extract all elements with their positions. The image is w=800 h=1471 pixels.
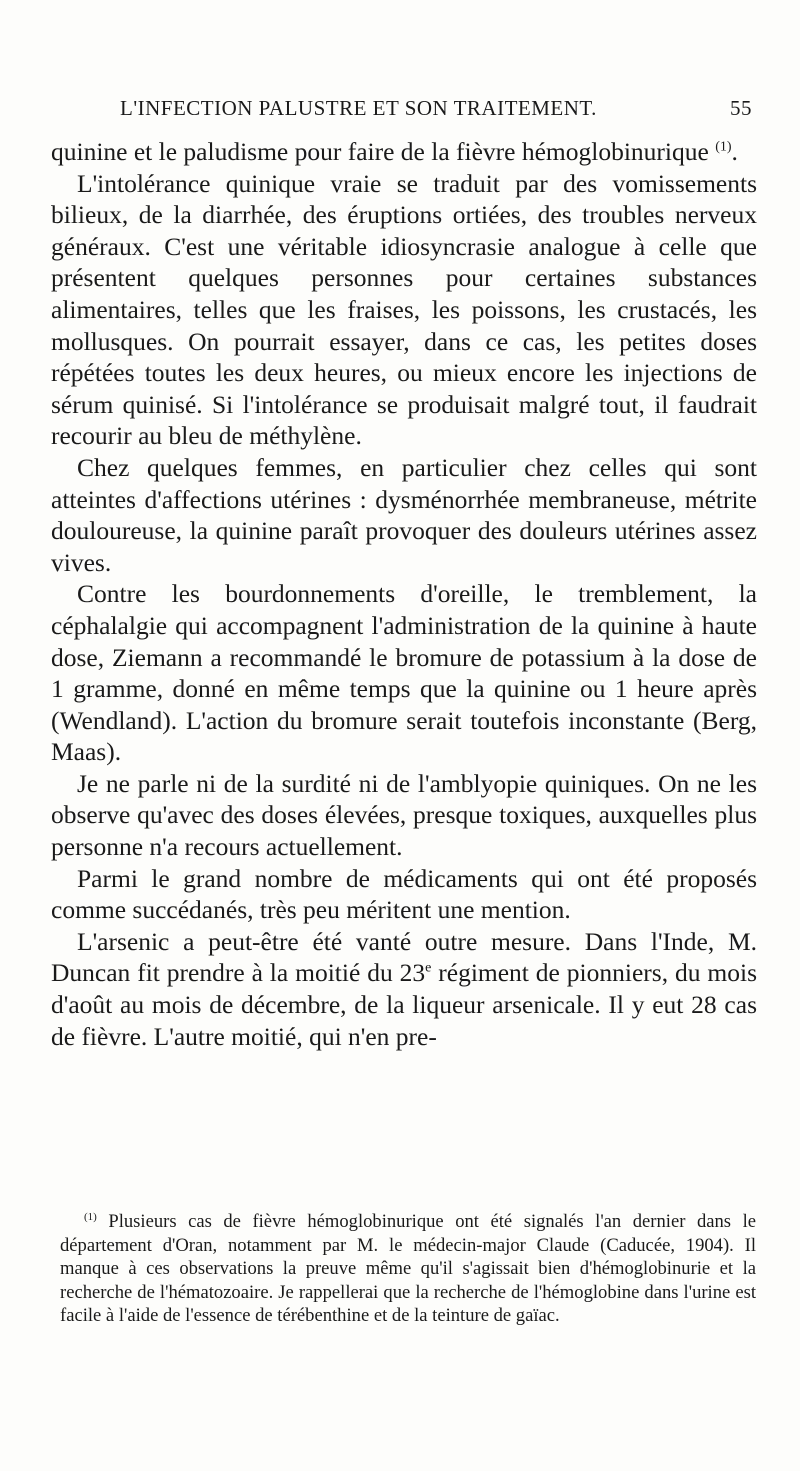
running-title: L'INFECTION PALUSTRE ET SON TRAITEMENT. [120, 96, 597, 120]
paragraph: Parmi le grand nombre de médicaments qui ont été proposés comme succédanés, très peu méritent une mention. [51, 863, 757, 925]
running-header [112, 96, 752, 126]
paragraph: Contre les bourdonnements d'oreille, le tremblement, la céphalalgie qui accompagnent l'administration de la quinine à haute dose, Ziemann a recommandé le bromure de potassium à la dose de 1 gramme, donné en même temps que la quinine ou 1 heure après (Wendland). L'action du bromure serait toutefois inconstante (Berg, Maas). [51, 579, 757, 767]
paragraph-tail: . [731, 137, 738, 166]
footnote-marker: (1) [84, 1210, 97, 1223]
paragraph: Chez quelques femmes, en particulier chez celles qui sont atteintes d'affections utérines : dysménorrhée membraneuse, métrite douloureuse, la quinine paraît provoquer des douleurs utérines assez vives. [51, 452, 757, 577]
ordinal-superscript: e [425, 960, 432, 976]
paragraph-text: quinine et le paludisme pour faire de la fièvre hémoglobinurique [51, 137, 709, 166]
paragraph [51, 926, 757, 1052]
footnotes [60, 1210, 756, 1328]
paragraph-text: L'arsenic a peut-être été vanté outre mesure. Dans l'Inde, M. Duncan fit prendre à la moitié du 23 [51, 926, 757, 988]
footnote-reference: (1) [715, 139, 732, 155]
footnote-text: Plusieurs cas de fièvre hémoglobinurique ont été signalés l'an dernier dans le département d'Oran, notamment par M. le médecin-major Claude (Caducée, 1904). Il manque à ces observations la preuve même qu'il s'agissait bien d'hémoglobinurie et la recherche de l'hématozoaire. Je rappellerai que la recherche de l'hémoglobine dans l'urine est facile à l'aide de l'essence de térébenthine et de la teinture de gaïac. [60, 1211, 756, 1327]
main-text [51, 136, 757, 1052]
paragraph: L'intolérance quinique vraie se traduit par des vomissements bilieux, de la diarrhée, des éruptions ortiées, des troubles nerveux généraux. C'est une véritable idiosyncrasie analogue à celle que présentent quelques personnes pour certaines substances alimentaires, telles que les fraises, les poissons, les crustacés, les mollusques. On pourrait essayer, dans ce cas, les petites doses répétées toutes les deux heures, ou mieux encore les injections de sérum quinisé. Si l'intolérance se produisait malgré tout, il faudrait recourir au bleu de méthylène. [51, 168, 757, 451]
paragraph-continued [51, 136, 757, 168]
page-number: 55 [730, 96, 752, 120]
paragraph-text: régiment de pionniers, du mois d'août au mois de décembre, de la liqueur arsenicale. Il y eut 28 cas de fièvre. L'autre moitié, qui n'en pre- [51, 958, 757, 1051]
paragraph: Je ne parle ni de la surdité ni de l'amblyopie quiniques. On ne les observe qu'avec des doses élevées, presque toxiques, auxquelles plus personne n'a recours actuellement. [51, 768, 757, 862]
footnote [60, 1210, 756, 1328]
